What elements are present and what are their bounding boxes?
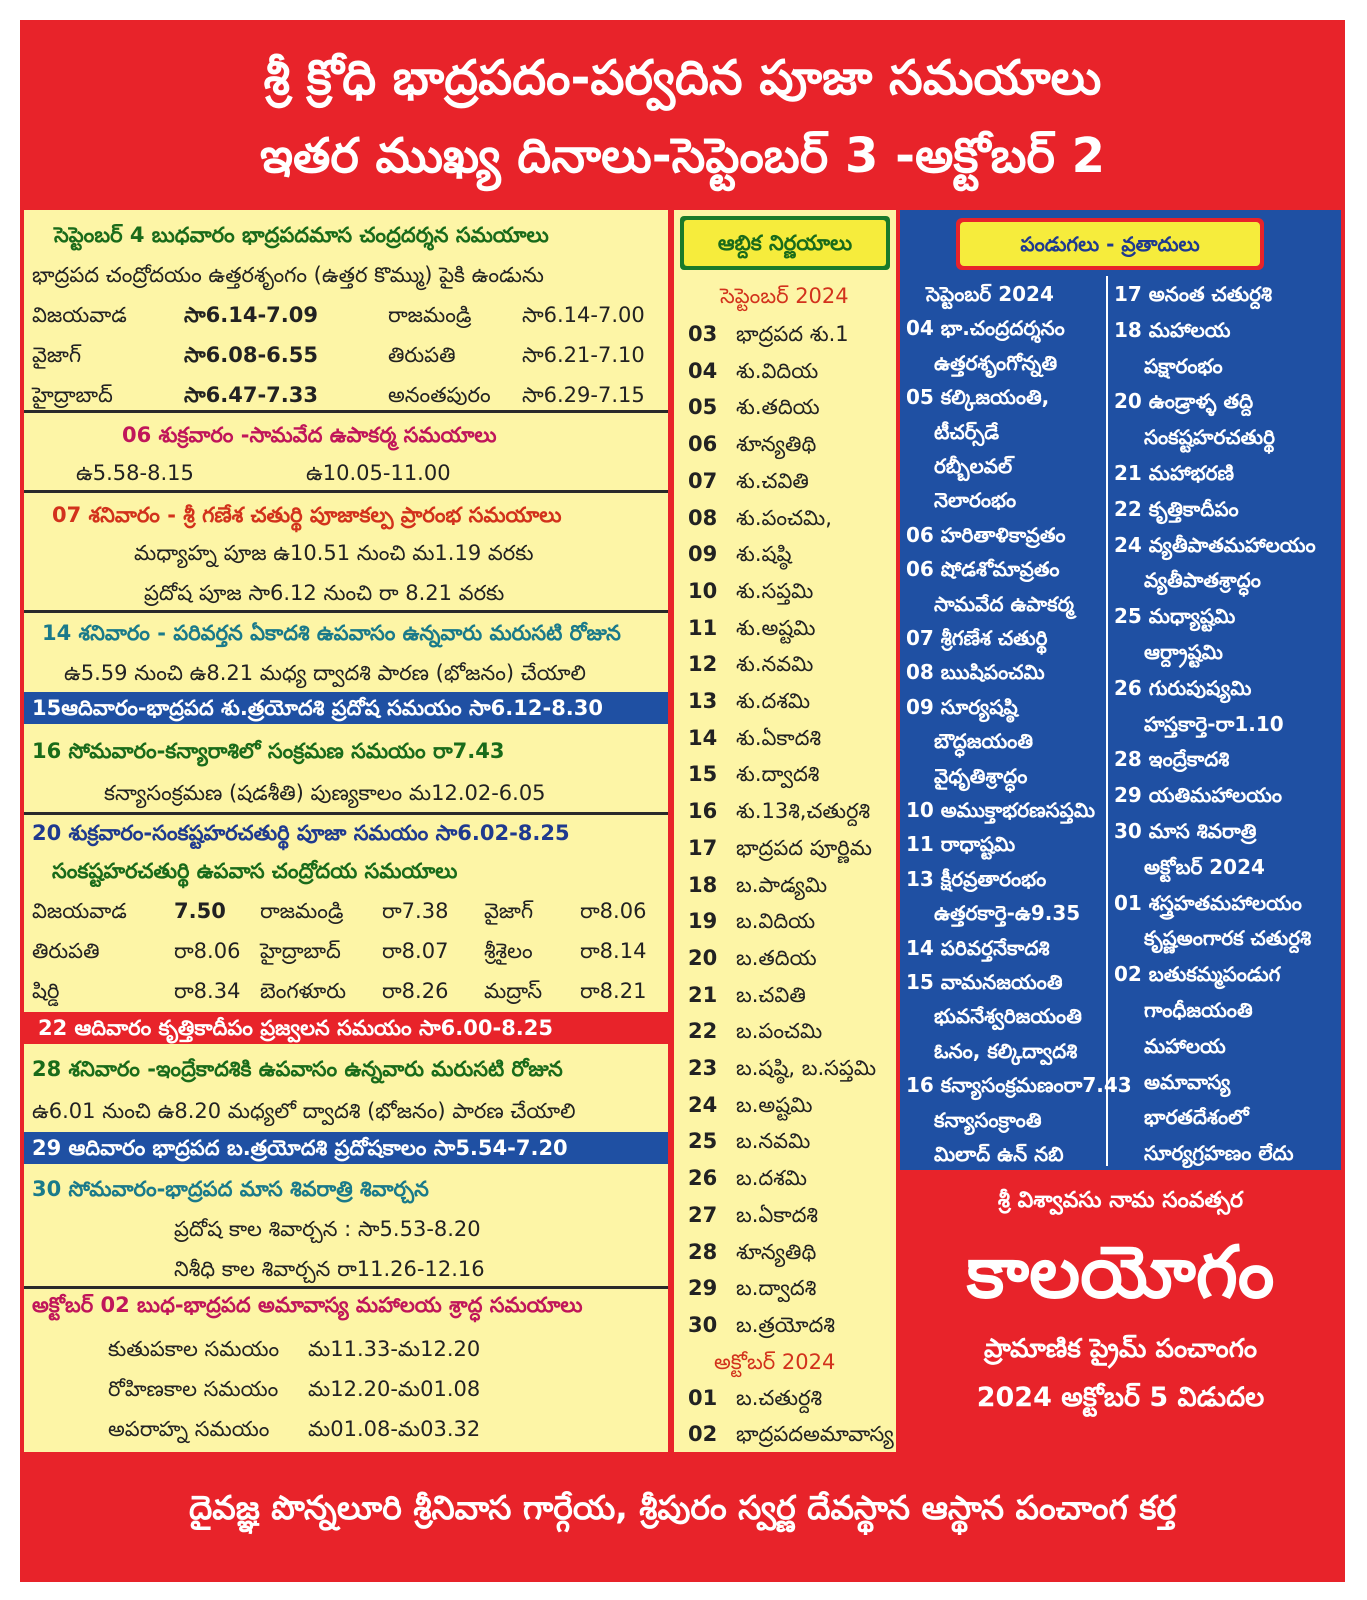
s7-cell: షిర్డి xyxy=(32,979,60,1003)
s2-title: 06 శుక్రవారం -సామవేద ఉపాకర్మ సమయాలు xyxy=(122,423,497,447)
festival-item: సంకష్టహరచతుర్థి xyxy=(1144,425,1275,450)
abdika-row xyxy=(688,542,791,572)
festival-item: పక్షారంభం xyxy=(1144,353,1223,378)
abdika-badge xyxy=(680,216,890,270)
divider xyxy=(24,610,668,613)
festival-item: 04 భా.చంద్రదర్శనం xyxy=(906,316,1065,341)
festival-item: 11 రాధాష్టమి xyxy=(906,832,1016,857)
festival-badge xyxy=(956,218,1264,270)
abdika-date: 26 xyxy=(688,1166,718,1191)
s12-label: కుతుపకాల సమయం xyxy=(108,1337,280,1361)
abdika-tithi: బ.షష్ఠి, బ.సప్తమి xyxy=(736,1056,877,1080)
divider xyxy=(24,812,668,815)
s7-subtitle: సంకష్టహరచతుర్థి ఉపవాస చంద్రోదయ సమయాలు xyxy=(52,859,458,883)
s7-cell: రా8.34 xyxy=(174,979,241,1003)
abdika-date: 24 xyxy=(688,1092,718,1117)
festival-item: మహాలయ xyxy=(1144,1033,1226,1058)
festival-item: 24 వ్యతీపాతమహాలయం xyxy=(1114,532,1316,557)
festival-item: రబ్బీలవల్ xyxy=(934,454,1013,478)
s1-cell: విజయవాడ xyxy=(32,303,127,327)
abdika-date: 07 xyxy=(688,468,718,493)
abdika-tithi: శూన్యతిథి xyxy=(736,432,817,457)
abdika-date: 08 xyxy=(688,505,718,530)
abdika-date: 04 xyxy=(688,358,718,383)
promo-line-3: 2024 అక్టోబర్ 5 విడుదల xyxy=(976,1382,1265,1413)
left-panel xyxy=(24,210,668,1452)
abdika-tithi: బ.విదియ xyxy=(736,909,816,934)
abdika-tithi: భాద్రపదఅమావాస్య xyxy=(736,1422,894,1447)
abdika-tithi: శు.తదియ xyxy=(736,395,820,420)
abdika-row xyxy=(688,1019,822,1049)
festival-badge-label: పండుగలు - వ్రతాదులు xyxy=(960,222,1260,266)
s1-cell: తిరుపతి xyxy=(388,343,456,367)
divider xyxy=(24,410,668,413)
abdika-tithi: శు.అష్టమి xyxy=(736,615,816,640)
s1-note: భాద్రపద చంద్రోదయం ఉత్తరశృంగం (ఉత్తర కొమ్ము) పైకి ఉండును xyxy=(32,263,544,287)
abdika-date: 09 xyxy=(688,542,718,567)
festival-item: 26 గురుపుష్యమి xyxy=(1114,675,1252,700)
abdika-date: 22 xyxy=(688,1019,718,1044)
s7-cell: బెంగళూరు xyxy=(260,979,347,1003)
festival-item: టీచర్స్‌డే xyxy=(934,419,1000,444)
abdika-tithi: భాద్రపద శు.1 xyxy=(736,322,849,346)
s2-time-b: ఉ10.05-11.00 xyxy=(306,461,451,485)
s7-cell: రా8.06 xyxy=(580,899,647,923)
festival-item: భువనేశ్వరిజయంతి xyxy=(934,1004,1082,1029)
abdika-tithi: బ.నవమి xyxy=(736,1129,811,1154)
abdika-date: 18 xyxy=(688,872,718,897)
abdika-row xyxy=(688,946,817,976)
abdika-date: 30 xyxy=(688,1312,718,1337)
s5-band: 15ఆదివారం-భాద్రపద శు.త్రయోదశి ప్రదోష సమయం సా6.12-8.30 xyxy=(24,692,668,724)
festival-item: వ్యతీపాతశ్రాద్ధం xyxy=(1144,568,1261,593)
abdika-badge-label: ఆబ్దిక నిర్ణయాలు xyxy=(684,220,886,266)
s7-cell: రా8.14 xyxy=(580,939,647,963)
promo-line-1: శ్రీ విశ్వావసు నామ సంవత్సర xyxy=(997,1188,1244,1213)
s7-cell: రా8.06 xyxy=(174,939,241,963)
s6-line-1: కన్యాసంక్రమణ (షడశీతి) పుణ్యకాలం మ12.02-6.05 xyxy=(104,781,546,805)
abdika-row xyxy=(688,1056,876,1086)
s12-label: రోహిణకాల సమయం xyxy=(108,1377,279,1401)
festival-item: 02 బతుకమ్మపండుగ xyxy=(1114,962,1281,987)
abdika-row xyxy=(688,1422,894,1452)
abdika-row xyxy=(688,1093,812,1123)
promo-line-2: ప్రామాణిక ప్రైమ్ పంచాంగం xyxy=(983,1334,1258,1364)
festival-item: గాంధీజయంతి xyxy=(1144,998,1253,1022)
abdika-tithi: శు.చవితి xyxy=(736,468,809,493)
festival-item: ఆర్ద్రాష్టమి xyxy=(1144,640,1223,664)
abdika-tithi: శు.ద్వాదశి xyxy=(736,762,820,787)
abdika-date: 03 xyxy=(688,322,718,346)
festival-item: 20 ఉండ్రాళ్ళ తద్ది xyxy=(1114,389,1254,414)
s1-title: సెప్టెంబర్ 4 బుధవారం భాద్రపదమాస చంద్రదర్శన సమయాలు xyxy=(54,223,549,247)
abdika-date: 05 xyxy=(688,395,718,420)
abdika-tithi: శు.13శి,చతుర్దశి xyxy=(736,799,871,824)
festival-item: మిలాద్ ఉన్ నబి xyxy=(934,1142,1064,1166)
abdika-row xyxy=(688,983,806,1013)
festival-item: 15 వామనజయంతి xyxy=(906,970,1063,994)
s3-line-1: మధ్యాహ్న పూజ ఉ10.51 నుంచి మ1.19 వరకు xyxy=(134,541,534,565)
festival-item: 21 మహాభరణి xyxy=(1114,461,1234,485)
poster xyxy=(20,20,1345,1582)
festival-item: 28 ఇంద్రేకాదశి xyxy=(1114,747,1230,772)
festival-item: 08 ఋషిపంచమి xyxy=(906,660,1045,685)
s7-cell: వైజాగ్ xyxy=(484,899,534,923)
abdika-date: 25 xyxy=(688,1129,718,1154)
abdika-date: 29 xyxy=(688,1276,718,1301)
abdika-tithi: బ.దశమి xyxy=(736,1166,808,1191)
s10-band: 29 ఆదివారం భాద్రపద బ.త్రయోదశి ప్రదోషకాలం సా5.54-7.20 xyxy=(24,1132,668,1164)
s7-cell: 7.50 xyxy=(174,899,226,923)
festival-item: 01 శస్త్రహతమహాలయం xyxy=(1114,890,1302,915)
abdika-date: 15 xyxy=(688,762,718,787)
festival-item: 14 పరివర్తనేకాదశి xyxy=(906,935,1050,960)
abdika-row xyxy=(688,1203,818,1233)
abdika-row xyxy=(688,1166,807,1196)
s7-cell: తిరుపతి xyxy=(32,939,100,963)
festival-item: అక్టోబర్ 2024 xyxy=(1144,854,1265,879)
abdika-row xyxy=(688,469,809,499)
s9-line-1: ఉ6.01 నుంచి ఉ8.20 మధ్యలో ద్వాదశి (భోజనం) పారణ చేయాలి xyxy=(32,1099,576,1123)
s7-cell: శ్రీశైలం xyxy=(484,939,533,963)
abdika-row xyxy=(688,322,849,352)
abdika-row xyxy=(688,1276,816,1306)
s1-cell: అనంతపురం xyxy=(388,383,491,407)
abdika-tithi: బ.త్రయోదశి xyxy=(736,1312,835,1337)
festival-item: ఓనం, కల్కిద్వాదశి xyxy=(934,1038,1078,1063)
abdika-row xyxy=(688,432,816,462)
header xyxy=(20,20,1345,210)
abdika-row xyxy=(688,1386,822,1416)
s7-cell: విజయవాడ xyxy=(32,899,127,923)
festival-item: 09 సూర్యషష్ఠి xyxy=(906,694,1018,719)
abdika-date: 12 xyxy=(688,652,718,677)
abdika-date: 17 xyxy=(688,835,718,860)
abdika-tithi: శు.షష్ఠి xyxy=(736,542,792,567)
s6-title: 16 సోమవారం-కన్యారాశిలో సంక్రమణ సమయం రా7.43 xyxy=(32,739,505,763)
abdika-row xyxy=(688,909,815,939)
abdika-tithi: భాద్రపద పూర్ణిమ xyxy=(736,835,872,860)
festival-item: కన్యాసంక్రాంతి xyxy=(934,1107,1042,1132)
abdika-tithi: శూన్యతిథి xyxy=(736,1239,817,1264)
abdika-date: 10 xyxy=(688,578,718,603)
festival-item: భారతదేశంలో xyxy=(1144,1105,1249,1130)
s1-cell: సా6.47-7.33 xyxy=(184,383,318,407)
s2-time-a: ఉ5.58-8.15 xyxy=(76,461,194,485)
s7-cell: మద్రాస్ xyxy=(484,979,543,1003)
abdika-tithi: బ.పంచమి xyxy=(736,1019,823,1044)
footer-credit: దైవజ్ఞ పొన్నలూరి శ్రీనివాస గార్గేయ, శ్రీపురం స్వర్ణ దేవస్థాన ఆస్థాన పంచాంగ కర్త xyxy=(188,1488,1177,1527)
s7-cell: హైద్రాబాద్ xyxy=(260,939,341,963)
abdika-date: 01 xyxy=(688,1385,718,1410)
s1-cell: సా6.21-7.10 xyxy=(522,343,645,367)
s1-cell: రాజమండ్రి xyxy=(388,303,472,327)
abdika-row xyxy=(688,726,821,756)
abdika-tithi: శు.పంచమి, xyxy=(736,505,832,530)
abdika-tithi: శు.దశమి xyxy=(736,689,811,713)
abdika-row xyxy=(688,836,872,866)
header-line-2: ఇతర ముఖ్య దినాలు-సెప్టెంబర్ 3 -అక్టోబర్ 2 xyxy=(259,128,1106,184)
festival-item: హస్తకార్తె-రా1.10 xyxy=(1144,711,1284,736)
festival-item: నెలారంభం xyxy=(934,488,1017,513)
festival-item: ఉత్తరకార్తె-ఉ9.35 xyxy=(934,901,1081,926)
divider xyxy=(24,490,668,493)
s1-cell: వైజాగ్ xyxy=(32,343,82,367)
abdika-date: 19 xyxy=(688,909,718,934)
festival-item: 07 శ్రీగణేశ చతుర్థి xyxy=(906,626,1048,650)
abdika-row xyxy=(688,1240,816,1270)
s7-cell: రా8.21 xyxy=(580,979,647,1003)
festivals-panel xyxy=(900,210,1341,1170)
divider xyxy=(24,1286,668,1289)
abdika-date: 21 xyxy=(688,982,718,1007)
header-line-1: శ్రీ క్రోధి భాద్రపదం-పర్వదిన పూజా సమయాలు xyxy=(263,50,1102,106)
abdika-row xyxy=(688,579,813,609)
month-oct: అక్టోబర్ 2024 xyxy=(714,1349,836,1374)
s11-line-1: ప్రదోష కాల శివార్చన : సా5.53-8.20 xyxy=(174,1217,481,1241)
festival-item: కృష్ణఅంగారక చతుర్దశి xyxy=(1144,926,1312,951)
s3-line-2: ప్రదోష పూజ సా6.12 నుంచి రా 8.21 వరకు xyxy=(144,581,505,605)
festival-item: 05 కల్కిజయంతి, xyxy=(906,385,1050,410)
abdika-row xyxy=(688,689,810,719)
abdika-tithi: బ.పాడ్యమి xyxy=(736,872,828,897)
s3-title: 07 శనివారం - శ్రీ గణేశ చతుర్థి పూజాకల్ప ప్రారంభ సమయాలు xyxy=(52,503,562,527)
abdika-tithi: శు.విదియ xyxy=(736,358,819,383)
abdika-tithi: బ.చవితి xyxy=(736,982,806,1007)
abdika-tithi: శు.ఏకాదశి xyxy=(736,725,822,750)
festival-item: 30 మాస శివరాత్రి xyxy=(1114,819,1257,843)
abdika-tithi: బ.చతుర్దశి xyxy=(736,1385,822,1410)
festival-item: 13 క్షీరవ్రతారంభం xyxy=(906,866,1047,891)
abdika-row xyxy=(688,1313,835,1343)
festival-item: 17 అనంత చతుర్దశి xyxy=(1114,282,1273,306)
abdika-row xyxy=(688,616,815,646)
abdika-date: 23 xyxy=(688,1056,718,1080)
festival-item: 06 హరితాళికావ్రతం xyxy=(906,522,1066,547)
abdika-row xyxy=(688,652,813,682)
festival-item: ఉత్తరశృంగోన్నతి xyxy=(934,350,1058,375)
abdika-date: 13 xyxy=(688,689,718,713)
s4-title: 14 శనివారం - పరివర్తన ఏకాదశి ఉపవాసం ఉన్నవారు మరుసటి రోజున xyxy=(42,621,621,645)
abdika-row xyxy=(688,873,827,903)
promo-box xyxy=(900,1174,1341,1450)
s11-title: 30 సోమవారం-భాద్రపద మాస శివరాత్రి శివార్చన xyxy=(32,1177,429,1201)
s7-cell: రాజమండ్రి xyxy=(260,899,344,923)
s1-cell: సా6.08-6.55 xyxy=(184,343,318,367)
s1-cell: హైద్రాబాద్ xyxy=(32,383,113,407)
s12-time: మ11.33-మ12.20 xyxy=(308,1337,481,1361)
festival-item: అమావాస్య xyxy=(1144,1069,1231,1094)
abdika-row xyxy=(688,799,870,829)
s7-cell: రా8.07 xyxy=(382,939,449,963)
s8-band: 22 ఆదివారం కృత్తికాదీపం ప్రజ్వలన సమయం సా6.00-8.25 xyxy=(24,1012,668,1044)
column-divider xyxy=(1106,276,1108,1166)
festival-item: 18 మహాలయ xyxy=(1114,317,1231,342)
s7-cell: రా8.26 xyxy=(382,979,449,1003)
s12-title: అక్టోబర్ 02 బుధ-భాద్రపద అమావాస్య మహాలయ శ్రాద్ధ సమయాలు xyxy=(32,1293,583,1317)
festival-item: 06 షోడశోమావ్రతం xyxy=(906,557,1060,582)
abdika-row xyxy=(688,506,832,536)
abdika-tithi: శు.నవమి xyxy=(736,652,814,677)
festival-item: సెప్టెంబర్ 2024 xyxy=(926,282,1054,306)
abdika-date: 02 xyxy=(688,1422,718,1447)
festival-item: సూర్యగ్రహణం లేదు xyxy=(1144,1141,1294,1166)
s1-cell: సా6.14-7.00 xyxy=(522,303,645,327)
abdika-tithi: బ.తదియ xyxy=(736,945,817,970)
s12-time: మ12.20-మ01.08 xyxy=(308,1377,481,1401)
middle-panel xyxy=(674,210,896,1452)
s1-cell: సా6.29-7.15 xyxy=(522,383,645,407)
s7-title: 20 శుక్రవారం-సంకష్టహరచతుర్థి పూజా సమయం సా6.02-8.25 xyxy=(32,821,570,845)
s11-line-2: నిశీధి కాల శివార్చన రా11.26-12.16 xyxy=(174,1257,485,1281)
festival-item: బౌద్ధజయంతి xyxy=(934,729,1033,754)
s1-cell: సా6.14-7.09 xyxy=(184,303,318,327)
abdika-date: 16 xyxy=(688,799,718,824)
abdika-tithi: బ.ద్వాదశి xyxy=(736,1276,817,1301)
abdika-date: 06 xyxy=(688,432,718,457)
s9-title: 28 శనివారం -ఇంద్రేకాదశికి ఉపవాసం ఉన్నవారు మరుసటి రోజున xyxy=(32,1057,563,1081)
abdika-date: 11 xyxy=(688,615,718,640)
festival-item: వైధృతిశ్రాద్ధం xyxy=(934,763,1028,788)
festival-item: సామవేద ఉపాకర్మ xyxy=(934,591,1074,616)
festival-item: 22 కృత్తికాదీపం xyxy=(1114,496,1239,521)
abdika-date: 27 xyxy=(688,1202,718,1227)
abdika-date: 20 xyxy=(688,945,718,970)
abdika-tithi: శు.సప్తమి xyxy=(736,578,814,603)
festival-item: 29 యతిమహాలయం xyxy=(1114,783,1283,808)
abdika-tithi: బ.అష్టమి xyxy=(736,1092,813,1117)
abdika-date: 14 xyxy=(688,725,718,750)
month-sept: సెప్టెంబర్ 2024 xyxy=(720,284,849,308)
abdika-row xyxy=(688,359,818,389)
abdika-tithi: బ.ఏకాదశి xyxy=(736,1202,818,1227)
s4-line-1: ఉ5.59 నుంచి ఉ8.21 మధ్య ద్వాదశి పారణ (భోజనం) చేయాలి xyxy=(64,661,586,685)
abdika-row xyxy=(688,1129,810,1159)
festival-item: 16 కన్యాసంక్రమణంరా7.43 xyxy=(906,1073,1132,1098)
festival-item: 10 అముక్తాభరణసప్తమి xyxy=(906,798,1096,822)
abdika-row xyxy=(688,762,819,792)
promo-title: కాలయోగం xyxy=(966,1230,1275,1314)
s12-time: మ01.08-మ03.32 xyxy=(308,1417,481,1441)
festival-item: 25 మధ్యాష్టమి xyxy=(1114,604,1236,629)
abdika-date: 28 xyxy=(688,1239,718,1264)
s12-label: అపరాహ్న సమయం xyxy=(108,1417,270,1441)
s7-cell: రా7.38 xyxy=(382,899,449,923)
abdika-row xyxy=(688,395,820,425)
